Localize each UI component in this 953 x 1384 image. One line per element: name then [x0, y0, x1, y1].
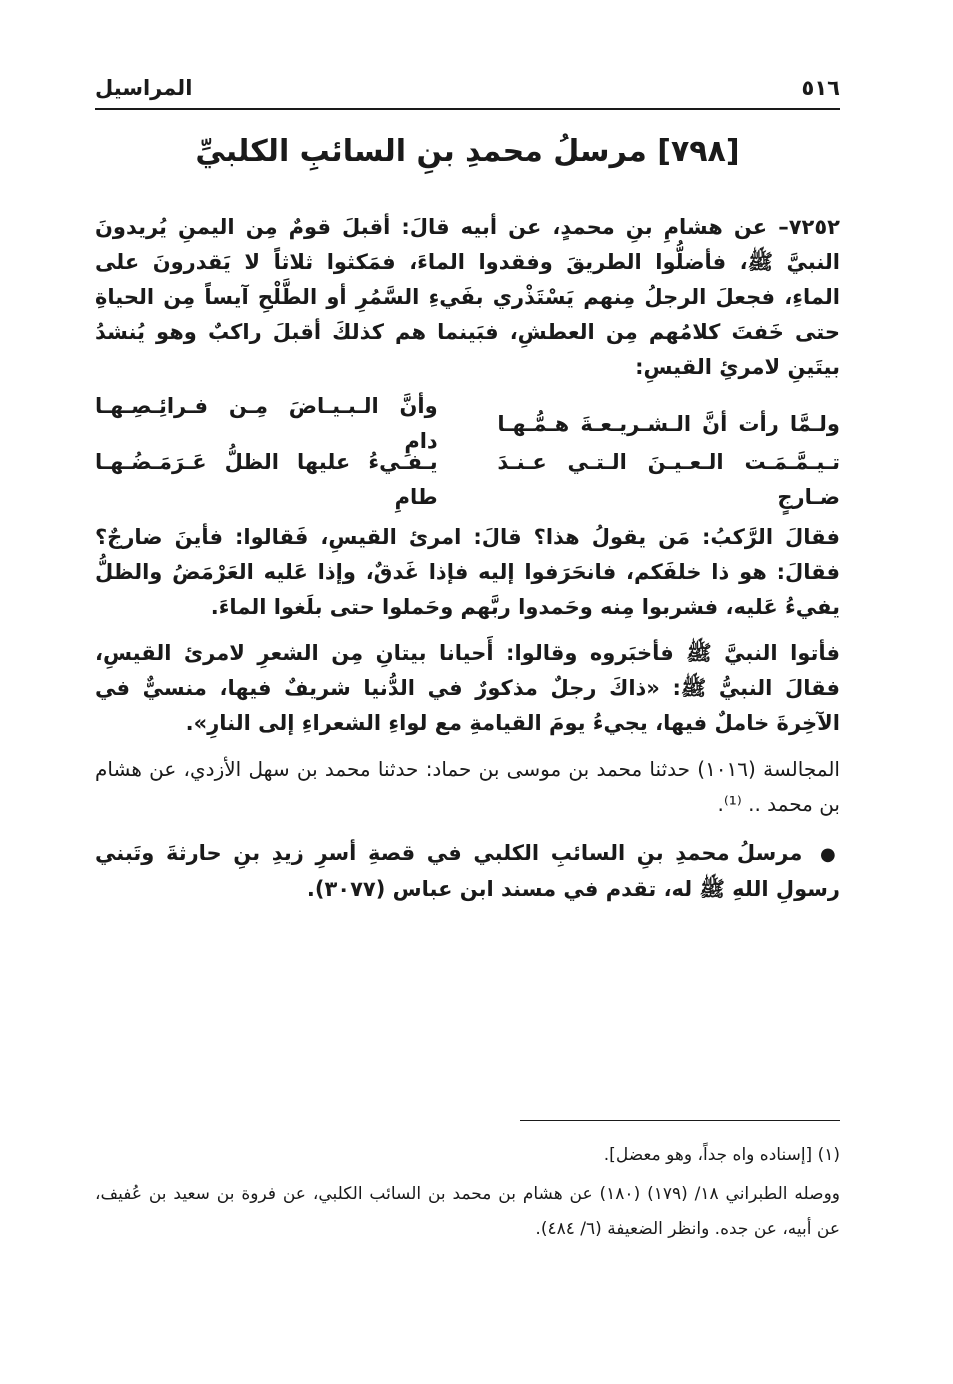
poem-hemistich-second: يـفـيءُ عليها الظلُّ عَـرَمَـضُـهـا طامِ: [95, 450, 438, 509]
hadith-paragraph-1: ٧٢٥٢– عن هشامِ بنِ محمدٍ، عن أبيه قالَ: أقبلَ قومٌ مِن اليمنِ يُريدونَ النبيَّ ﷺ، فأضلُّوا الطريقَ وفقدوا الماءَ، فمَكثوا ثلاثاً لا يَقدرونَ على الماءِ، فجعلَ الرجلُ مِنهم يَسْتَذْري بفَيءِ السَّمُرِ أو الطَّلْحِ آيساً مِن الحياةِ حتى خَفتَ كلامُهم مِن العطشِ، فبَينما هم كذلكَ أقبلَ راكبٌ وهو يُنشدُ بيتَينِ لامرئِ القيسِ:: [95, 215, 840, 379]
section-title: المراسيل: [95, 76, 193, 100]
main-text: [95, 210, 840, 918]
poem-hemistich-first: تـيـمَّـمَـت الـعـيـنَ الـتـي عـنـدَ ضـارجٍ: [497, 450, 840, 509]
hadith-paragraph-2: فقالَ الرَّكبُ: مَن يقولُ هذا؟ قالَ: امرئ القيسِ، فَقالوا: فأينَ ضارجٌ؟ فقالَ: هو ذا خلفَكم، فانحَرَفوا إليه فإذا غَدقٌ، وإذا عَليه العَرْمَضُ والظلُّ يفيءُ عَليه، فشربوا مِنه وحَمدوا ربَّهم وحَملوا حتى بلَغوا الماءَ.: [95, 525, 840, 619]
hadith-source: المجالسة (١٠١٦) حدثنا محمد بن موسى بن حماد: حدثنا محمد بن سهل الأزدي، عن هشام بن محمد .. ⁽¹⁾.: [95, 757, 840, 816]
cross-reference: [95, 836, 840, 907]
bullet-icon: ●: [819, 844, 841, 865]
poem: [95, 396, 840, 508]
footnotes: [95, 1138, 840, 1251]
page-content: [95, 60, 840, 1360]
hadith-paragraph-3: فأتوا النبيَّ ﷺ فأخبَروه وقالوا: أَحيانا بيتانِ مِن الشعرِ لامرئ القيسِ، فقالَ النبيُّ ﷺ: «ذاكَ رجلٌ مذكورٌ في الدُّنيا شريفٌ فيها، منسيٌّ في الآخِرةَ خاملٌ فيها، يجيءُ يومَ القيامةِ مع لواءِ الشعراءِ إلى النارِ».: [95, 641, 840, 735]
poem-hemistich-first: ولـمَّا رأت أنَّ الـشـريـعـةَ هـمُّـهـا: [497, 411, 840, 436]
poem-hemistich-second: وأنَّ الـبـيـاضَ مِـن فـرائِـصِـهـا دامِ: [95, 394, 438, 453]
footnote-1: (١) [إسناده واه جداً، وهو معضل].: [603, 1145, 840, 1165]
footnote-rule: [520, 1120, 840, 1121]
chapter-title: [٧٩٨] مرسلُ محمدِ بنِ السائبِ الكلبيِّ: [195, 134, 740, 169]
poem-line: [95, 452, 840, 508]
poem-line: [95, 396, 840, 452]
page-number: ٥١٦: [801, 76, 840, 100]
footnote-1-continuation: ووصله الطبراني ١٨/ (١٧٩) (١٨٠) عن هشام بن محمد بن السائب الكلبي، عن فروة بن سعيد بن عُفيف، عن أبيه، عن جده. وانظر الضعيفة (٦/ ٤٨٤).: [95, 1184, 840, 1239]
cross-reference-text: مرسلُ محمدِ بنِ السائبِ الكلبي في قصةِ أسرِ زيدِ بنِ حارثةَ وتَبني رسولِ اللهِ ﷺ له، تقدم في مسند ابن عباس (٣٠٧٧).: [95, 841, 840, 901]
running-header: [95, 68, 840, 108]
header-rule: [95, 108, 840, 110]
